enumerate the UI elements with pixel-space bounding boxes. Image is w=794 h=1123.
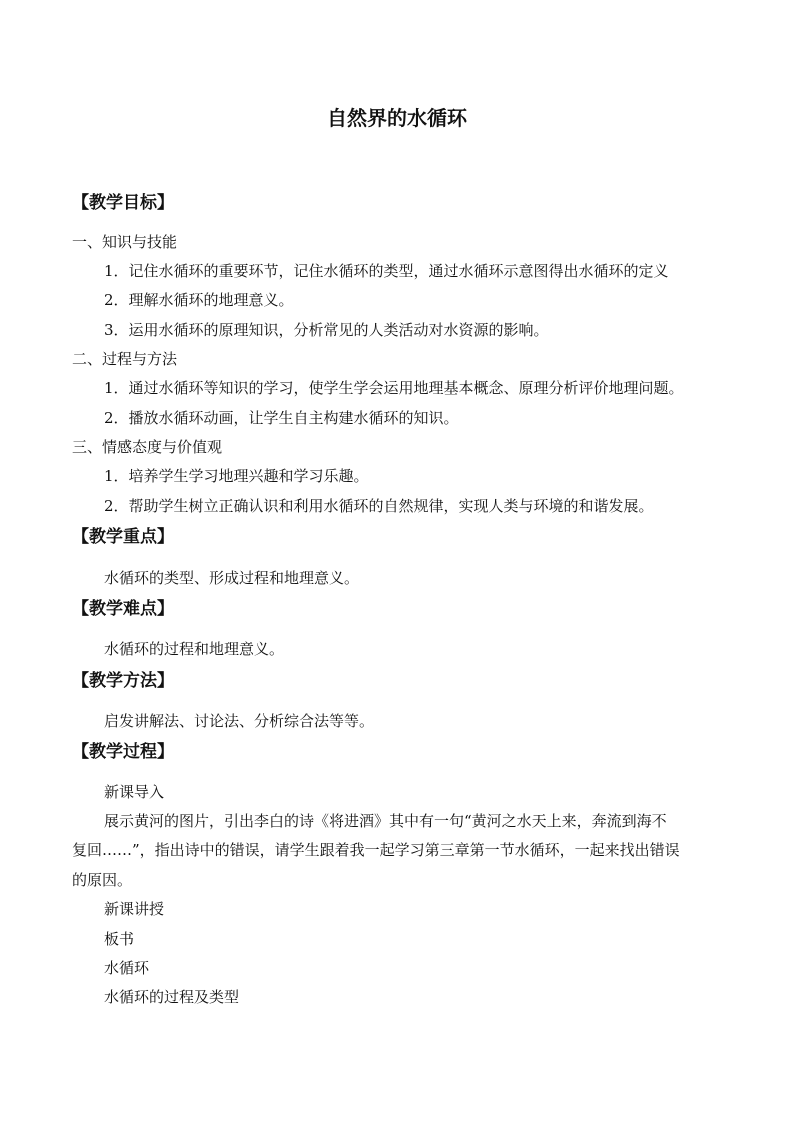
objective-item: 2．理解水循环的地理意义。 [104, 291, 294, 309]
page-title: 自然界的水循环 [327, 106, 467, 130]
paragraph-line: 展示黄河的图片，引出李白的诗《将进酒》其中有一句“黄河之水天上来，奔流到海不 [104, 812, 667, 830]
intro-label: 新课导入 [104, 783, 165, 801]
objective-item: 1．记住水循环的重要环节，记住水循环的类型，通过水循环示意图得出水循环的定义 [104, 262, 669, 280]
objective-item: 1．培养学生学习地理兴趣和学习乐趣。 [104, 467, 369, 485]
objective-item: 2．帮助学生树立正确认识和利用水循环的自然规律，实现人类与环境的和谐发展。 [104, 497, 654, 515]
objective-item: 2．播放水循环动画，让学生自主构建水循环的知识。 [104, 409, 459, 427]
objective-section-3-heading: 三、情感态度与价值观 [72, 438, 223, 456]
board-item: 水循环 [104, 959, 150, 977]
objective-item: 1．通过水循环等知识的学习，使学生学会运用地理基本概念、原理分析评价地理问题。 [104, 379, 684, 397]
paragraph-line: 的原因。 [72, 871, 133, 889]
difficulties-heading: 【教学难点】 [72, 599, 174, 619]
key-points-text: 水循环的类型、形成过程和地理意义。 [104, 569, 360, 587]
board-item: 水循环的过程及类型 [104, 988, 240, 1006]
objective-section-1-heading: 一、知识与技能 [72, 233, 178, 251]
paragraph-line: 复回……”，指出诗中的错误，请学生跟着我一起学习第三章第一节水循环，一起来找出错误 [72, 841, 680, 859]
objective-section-2-heading: 二、过程与方法 [72, 350, 178, 368]
key-points-heading: 【教学重点】 [72, 527, 174, 547]
objective-item: 3．运用水循环的原理知识，分析常见的人类活动对水资源的影响。 [104, 321, 549, 339]
objectives-heading: 【教学目标】 [72, 193, 174, 213]
process-heading: 【教学过程】 [72, 742, 174, 762]
board-label: 板书 [104, 930, 135, 948]
methods-text: 启发讲解法、讨论法、分析综合法等等。 [104, 712, 375, 730]
lecture-label: 新课讲授 [104, 900, 165, 918]
methods-heading: 【教学方法】 [72, 671, 174, 691]
difficulties-text: 水循环的过程和地理意义。 [104, 640, 285, 658]
